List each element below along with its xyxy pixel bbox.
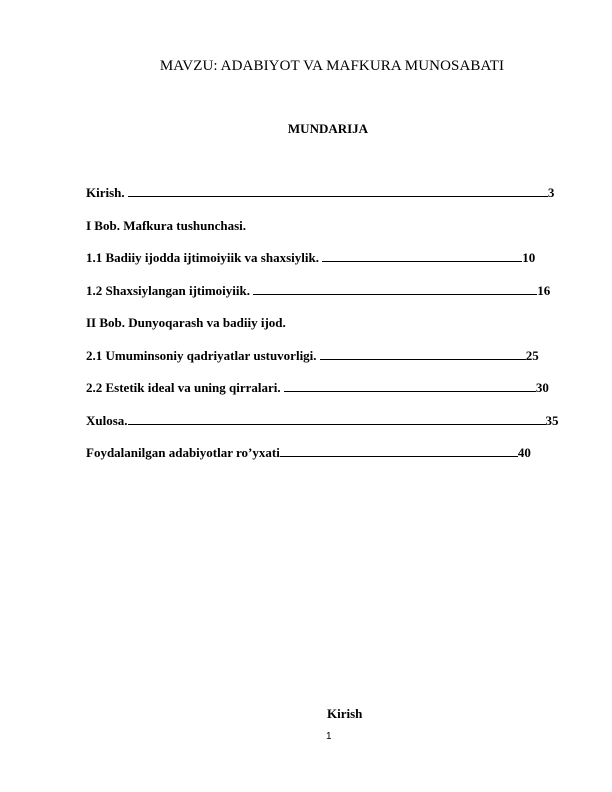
toc-entry-label: Xulosa. — [86, 412, 128, 428]
toc-entry-label: 1.2 Shaxsiylangan ijtimoiyiik. — [86, 282, 254, 298]
toc-entry-page: 3 — [547, 185, 555, 200]
toc-entry — [86, 249, 566, 282]
toc-entry-label: 1.1 Badiiy ijodda ijtimoiyiik va shaxsiylik. — [86, 250, 323, 265]
toc-entry-label: Foydalanilgan adabiyotlar ro’yxati — [86, 445, 280, 460]
table-of-contents — [86, 184, 566, 477]
toc-leader — [284, 379, 536, 392]
toc-entry — [86, 282, 566, 315]
toc-heading: MUNDARIJA — [287, 121, 369, 136]
toc-entry-label: Kirish. — [86, 185, 128, 200]
toc-entry — [86, 412, 566, 445]
toc-leader — [128, 412, 546, 425]
toc-entry-label: II Bob. Dunyoqarash va badiiy ijod. — [86, 315, 286, 330]
toc-leader — [320, 347, 526, 360]
toc-leader — [253, 282, 537, 295]
toc-entry — [86, 444, 566, 477]
toc-entry — [86, 379, 566, 412]
toc-leader — [128, 184, 548, 197]
toc-entry-label: 2.2 Estetik ideal va uning qirralari. — [86, 380, 284, 395]
toc-entry-label: I Bob. Mafkura tushunchasi. — [86, 217, 247, 233]
section-heading-kirish: Kirish — [327, 706, 363, 721]
toc-entry — [86, 347, 566, 380]
page-number: 1 — [326, 731, 332, 742]
toc-entry — [86, 314, 566, 347]
toc-entry-page: 25 — [525, 347, 539, 363]
toc-entry-label: 2.1 Umuminsoniy qadriyatlar ustuvorligi. — [86, 347, 320, 363]
document-title: MAVZU: ADABIYOT VA MAFKURA MUNOSABATI — [159, 58, 505, 74]
toc-entry — [86, 184, 566, 217]
toc-entry — [86, 217, 566, 250]
toc-entry-page: 10 — [522, 250, 536, 265]
toc-entry-page: 16 — [537, 282, 551, 298]
toc-leader — [322, 249, 522, 262]
toc-entry-page: 40 — [517, 445, 531, 460]
toc-leader — [280, 444, 518, 457]
toc-entry-page: 35 — [545, 412, 559, 428]
toc-entry-page: 30 — [535, 380, 549, 395]
